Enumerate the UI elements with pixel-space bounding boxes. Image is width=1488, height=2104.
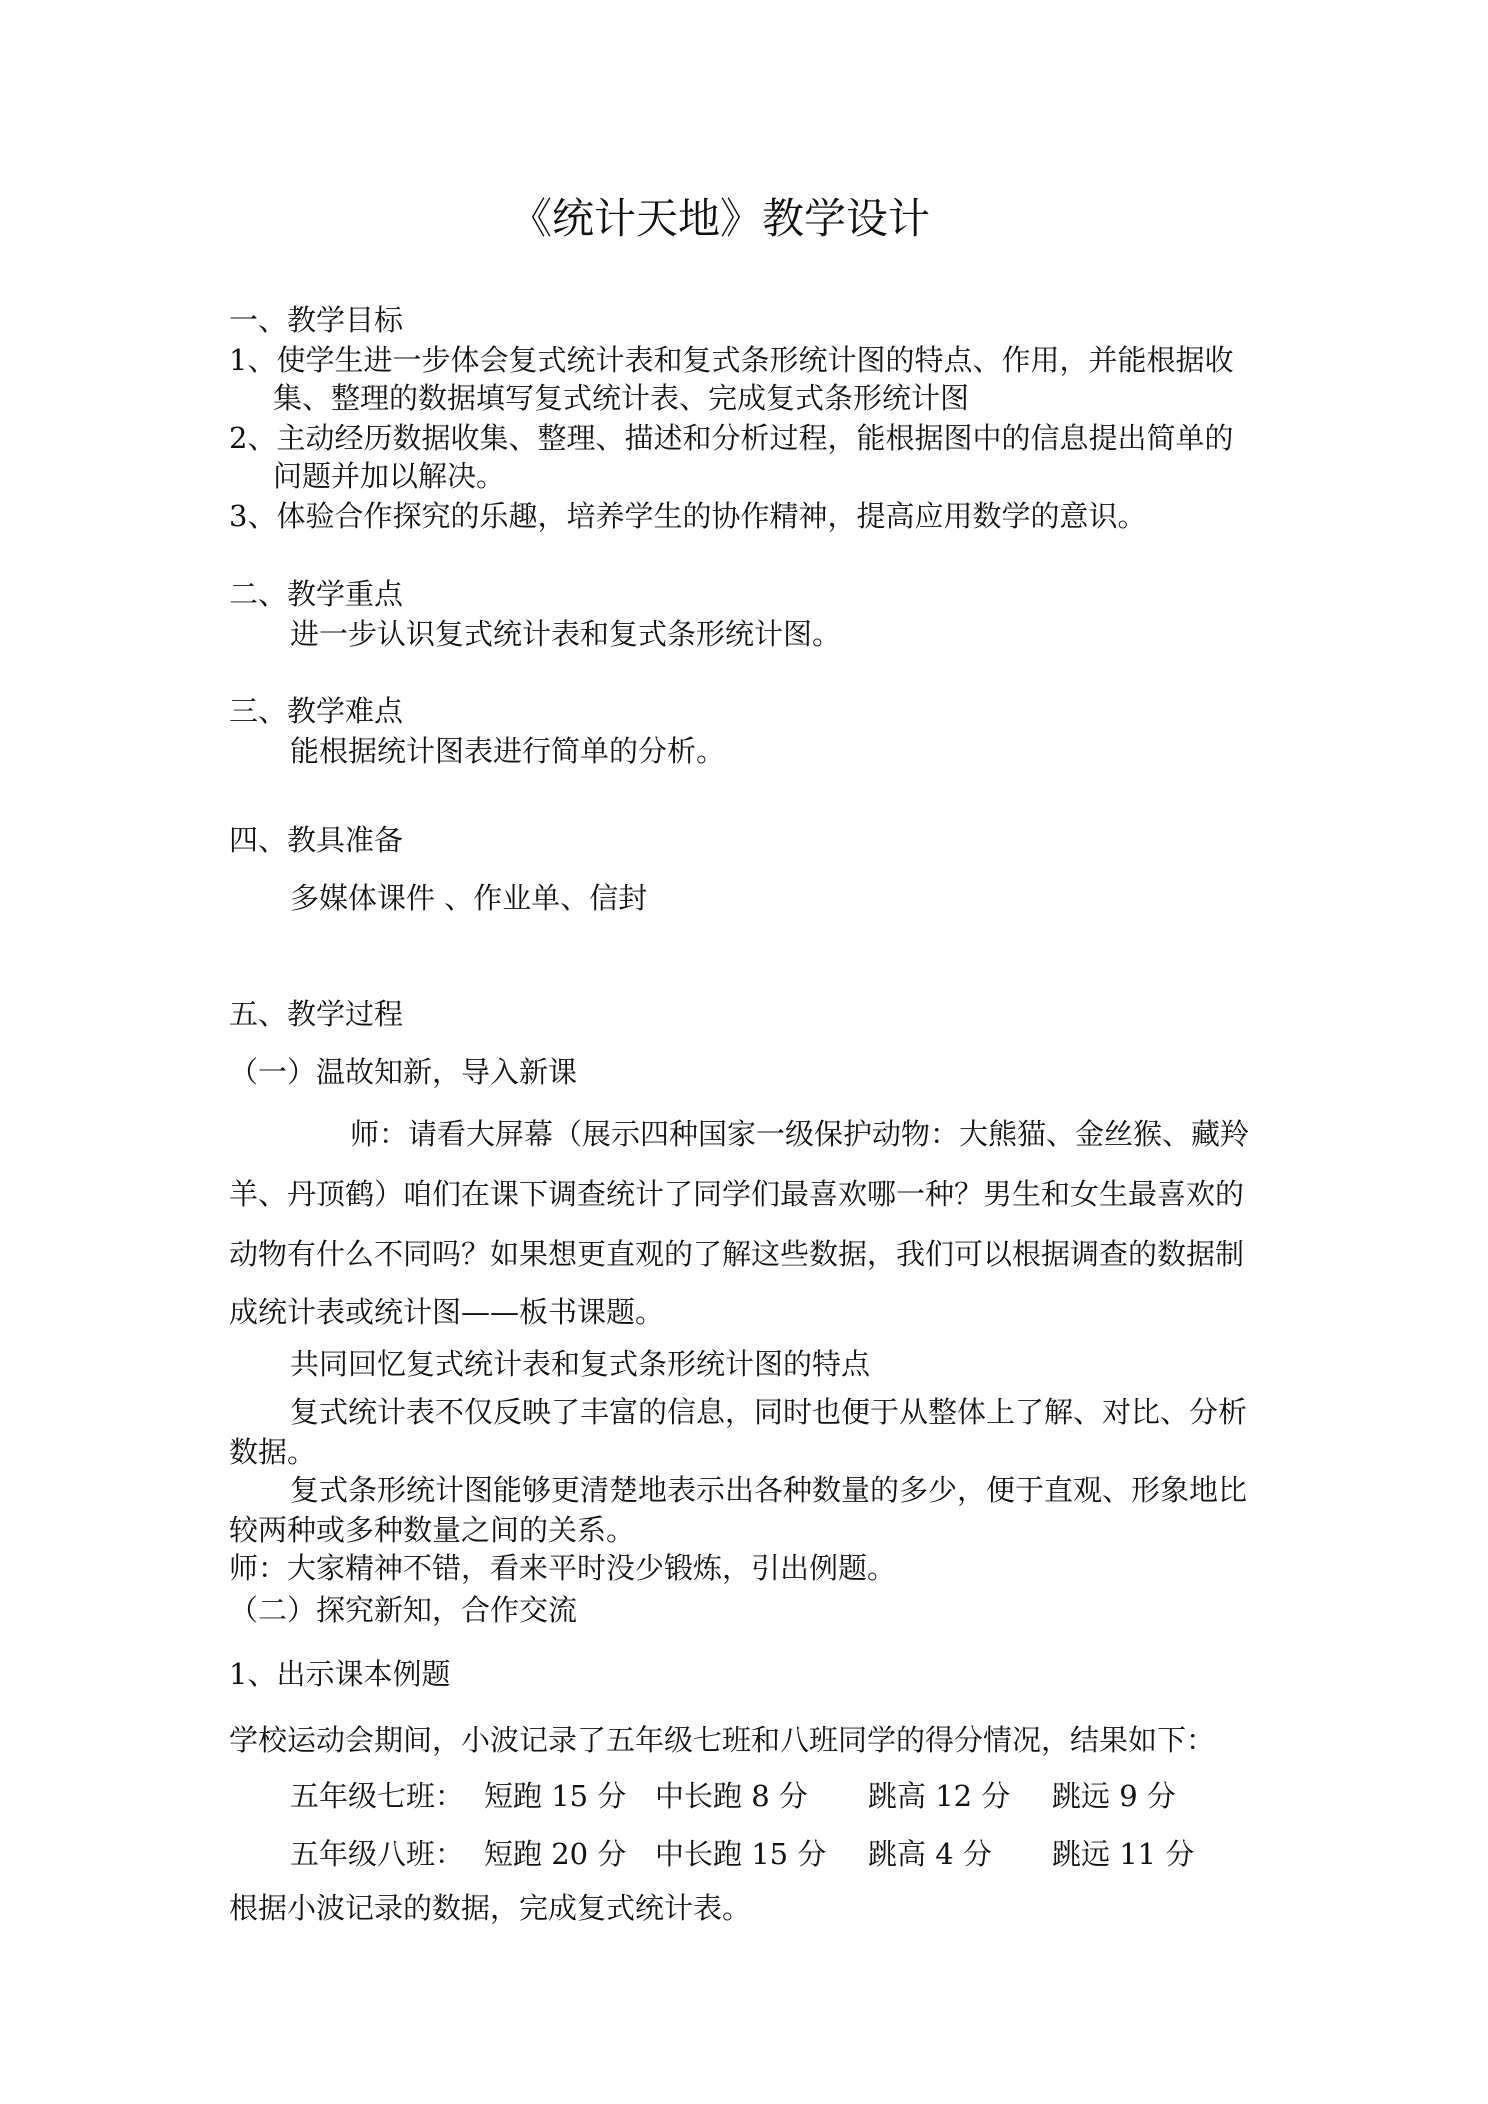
paragraph-4-line-2: 较两种或多种数量之间的关系。 [229, 1513, 636, 1547]
section-heading-materials: 四、教具准备 [229, 823, 404, 857]
score-long-jump: 跳远 9 分 [1052, 1779, 1176, 1813]
score-middle-distance: 中长跑 15 分 [655, 1837, 827, 1871]
score-high-jump: 跳高 12 分 [868, 1779, 1011, 1813]
paragraph-1-line-1: 师：请看大屏幕（展示四种国家一级保护动物：大熊猫、金丝猴、藏羚 [350, 1117, 1250, 1151]
paragraph-7: 根据小波记录的数据，完成复式统计表。 [229, 1891, 752, 1925]
paragraph-3-line-1: 复式统计表不仅反映了丰富的信息，同时也便于从整体上了解、对比、分析 [290, 1395, 1248, 1429]
paragraph-1-line-3: 动物有什么不同吗？如果想更直观的了解这些数据，我们可以根据调查的数据制 [229, 1237, 1245, 1271]
class-label: 五年级七班： [290, 1779, 465, 1813]
section-heading-key-points: 二、教学重点 [229, 577, 404, 611]
paragraph-4-line-1: 复式条形统计图能够更清楚地表示出各种数量的多少，便于直观、形象地比 [290, 1473, 1248, 1507]
paragraph-1-line-4: 成统计表或统计图——板书课题。 [229, 1295, 665, 1329]
goal-item-1-line-1: 1、使学生进一步体会复式统计表和复式条形统计图的特点、作用，并能根据收 [229, 343, 1234, 377]
subsection-review: （一）温故知新，导入新课 [229, 1055, 578, 1089]
score-middle-distance: 中长跑 8 分 [655, 1779, 808, 1813]
goal-item-1-line-2: 集、整理的数据填写复式统计表、完成复式条形统计图 [273, 381, 970, 415]
key-points-text: 进一步认识复式统计表和复式条形统计图。 [290, 617, 842, 651]
score-long-jump: 跳远 11 分 [1052, 1837, 1195, 1871]
score-high-jump: 跳高 4 分 [868, 1837, 992, 1871]
subsection-explore: （二）探究新知，合作交流 [229, 1593, 578, 1627]
list-item-example: 1、出示课本例题 [229, 1657, 451, 1691]
section-heading-process: 五、教学过程 [229, 997, 404, 1031]
difficulties-text: 能根据统计图表进行简单的分析。 [290, 734, 726, 768]
paragraph-1-line-2: 羊、丹顶鹤）咱们在课下调查统计了同学们最喜欢哪一种？男生和女生最喜欢的 [229, 1177, 1245, 1211]
page-title: 《统计天地》教学设计 [510, 194, 931, 243]
goal-item-3: 3、体验合作探究的乐趣，培养学生的协作精神，提高应用数学的意识。 [229, 499, 1147, 533]
score-sprint: 短跑 20 分 [484, 1837, 627, 1871]
paragraph-5: 师：大家精神不错，看来平时没少锻炼，引出例题。 [229, 1551, 897, 1585]
materials-text: 多媒体课件 、作业单、信封 [290, 881, 648, 915]
goal-item-2-line-1: 2、主动经历数据收集、整理、描述和分析过程，能根据图中的信息提出简单的 [229, 421, 1234, 455]
goal-item-2-line-2: 问题并加以解决。 [273, 459, 506, 493]
section-heading-difficulties: 三、教学难点 [229, 694, 404, 728]
class-label: 五年级八班： [290, 1837, 465, 1871]
paragraph-3-line-2: 数据。 [229, 1435, 317, 1469]
paragraph-6: 学校运动会期间，小波记录了五年级七班和八班同学的得分情况，结果如下： [229, 1723, 1216, 1757]
score-sprint: 短跑 15 分 [484, 1779, 627, 1813]
paragraph-2: 共同回忆复式统计表和复式条形统计图的特点 [290, 1347, 871, 1381]
section-heading-goals: 一、教学目标 [229, 303, 404, 337]
